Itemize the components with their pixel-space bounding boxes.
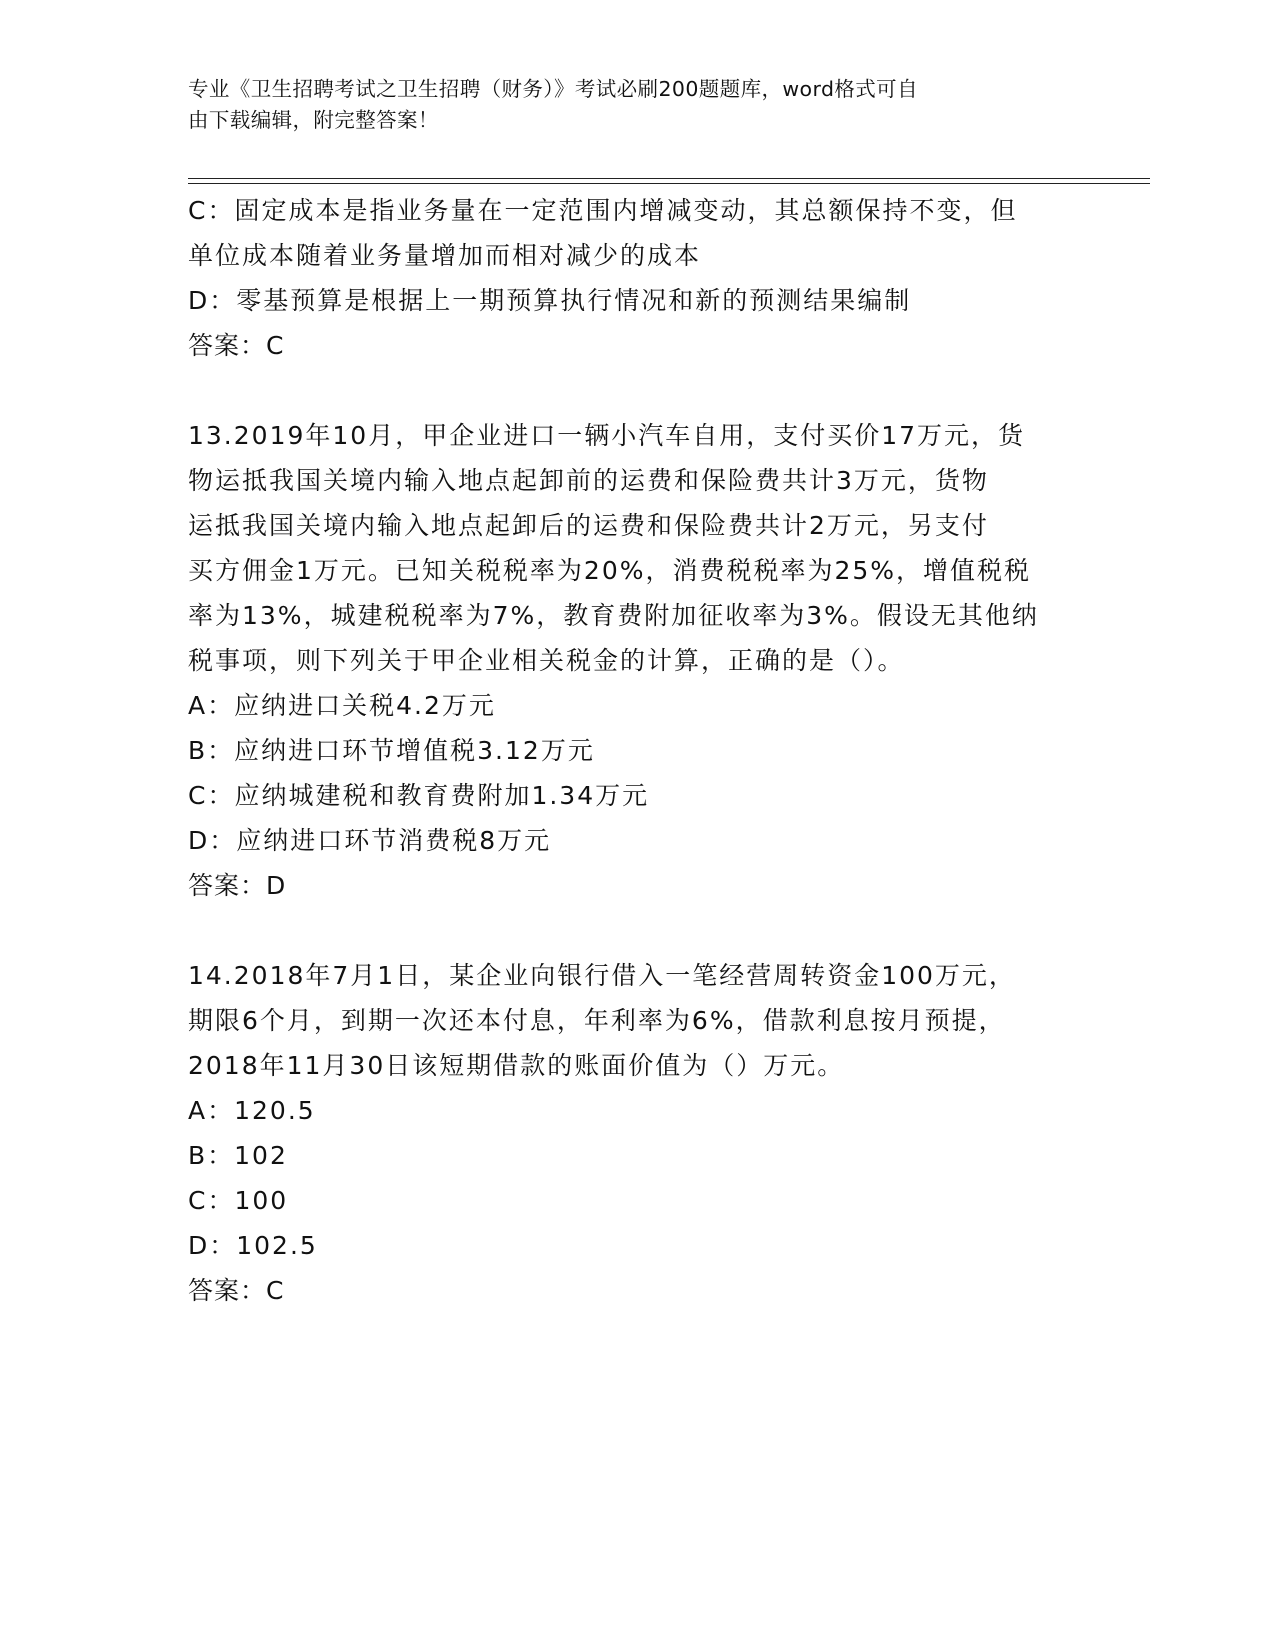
q14-stem-line-1: 14.2018年7月1日，某企业向银行借入一笔经营周转资金100万元，	[188, 961, 1016, 990]
q13-stem-line-1: 13.2019年10月，甲企业进口一辆小汽车自用，支付买价17万元，货	[188, 421, 1026, 450]
q12-option-c-line-2: 单位成本随着业务量增加而相对减少的成本	[188, 241, 702, 270]
spacer	[188, 368, 1088, 413]
header-divider-bottom	[188, 183, 1150, 184]
q12-option-c-line-1: C：固定成本是指业务量在一定范围内增减变动，其总额保持不变，但	[188, 196, 1018, 225]
q13-option-d: D：应纳进口环节消费税8万元	[188, 826, 552, 855]
q13-option-c: C：应纳城建税和教育费附加1.34万元	[188, 781, 650, 810]
q14-option-c: C：100	[188, 1186, 289, 1215]
header-divider-top	[188, 178, 1150, 179]
q14-stem-line-3: 2018年11月30日该短期借款的账面价值为（）万元。	[188, 1051, 845, 1080]
q13-stem-line-4: 买方佣金1万元。已知关税税率为20%，消费税税率为25%，增值税税	[188, 556, 1032, 585]
question-content	[188, 188, 1088, 1313]
q13-option-b: B：应纳进口环节增值税3.12万元	[188, 736, 595, 765]
document-header	[188, 74, 1068, 136]
q13-stem-line-6: 税事项，则下列关于甲企业相关税金的计算，正确的是（）。	[188, 646, 905, 675]
header-title-line-2: 由下载编辑，附完整答案！	[188, 108, 439, 132]
q14-option-a: A：120.5	[188, 1096, 316, 1125]
q14-option-d: D：102.5	[188, 1231, 318, 1260]
spacer	[188, 908, 1088, 953]
q14-option-b: B：102	[188, 1141, 288, 1170]
q14-answer: 答案：C	[188, 1276, 285, 1305]
q13-option-a: A：应纳进口关税4.2万元	[188, 691, 496, 720]
header-title-line-1: 专业《卫生招聘考试之卫生招聘（财务）》考试必刷200题题库，word格式可自	[188, 77, 918, 101]
q13-stem-line-2: 物运抵我国关境内输入地点起卸前的运费和保险费共计3万元，货物	[188, 466, 989, 495]
q12-option-d: D：零基预算是根据上一期预算执行情况和新的预测结果编制	[188, 286, 912, 315]
q12-answer: 答案：C	[188, 331, 285, 360]
q14-stem-line-2: 期限6个月，到期一次还本付息，年利率为6%，借款利息按月预提，	[188, 1006, 1006, 1035]
q13-stem-line-5: 率为13%，城建税税率为7%，教育费附加征收率为3%。假设无其他纳	[188, 601, 1039, 630]
q13-answer: 答案：D	[188, 871, 287, 900]
q13-stem-line-3: 运抵我国关境内输入地点起卸后的运费和保险费共计2万元，另支付	[188, 511, 989, 540]
